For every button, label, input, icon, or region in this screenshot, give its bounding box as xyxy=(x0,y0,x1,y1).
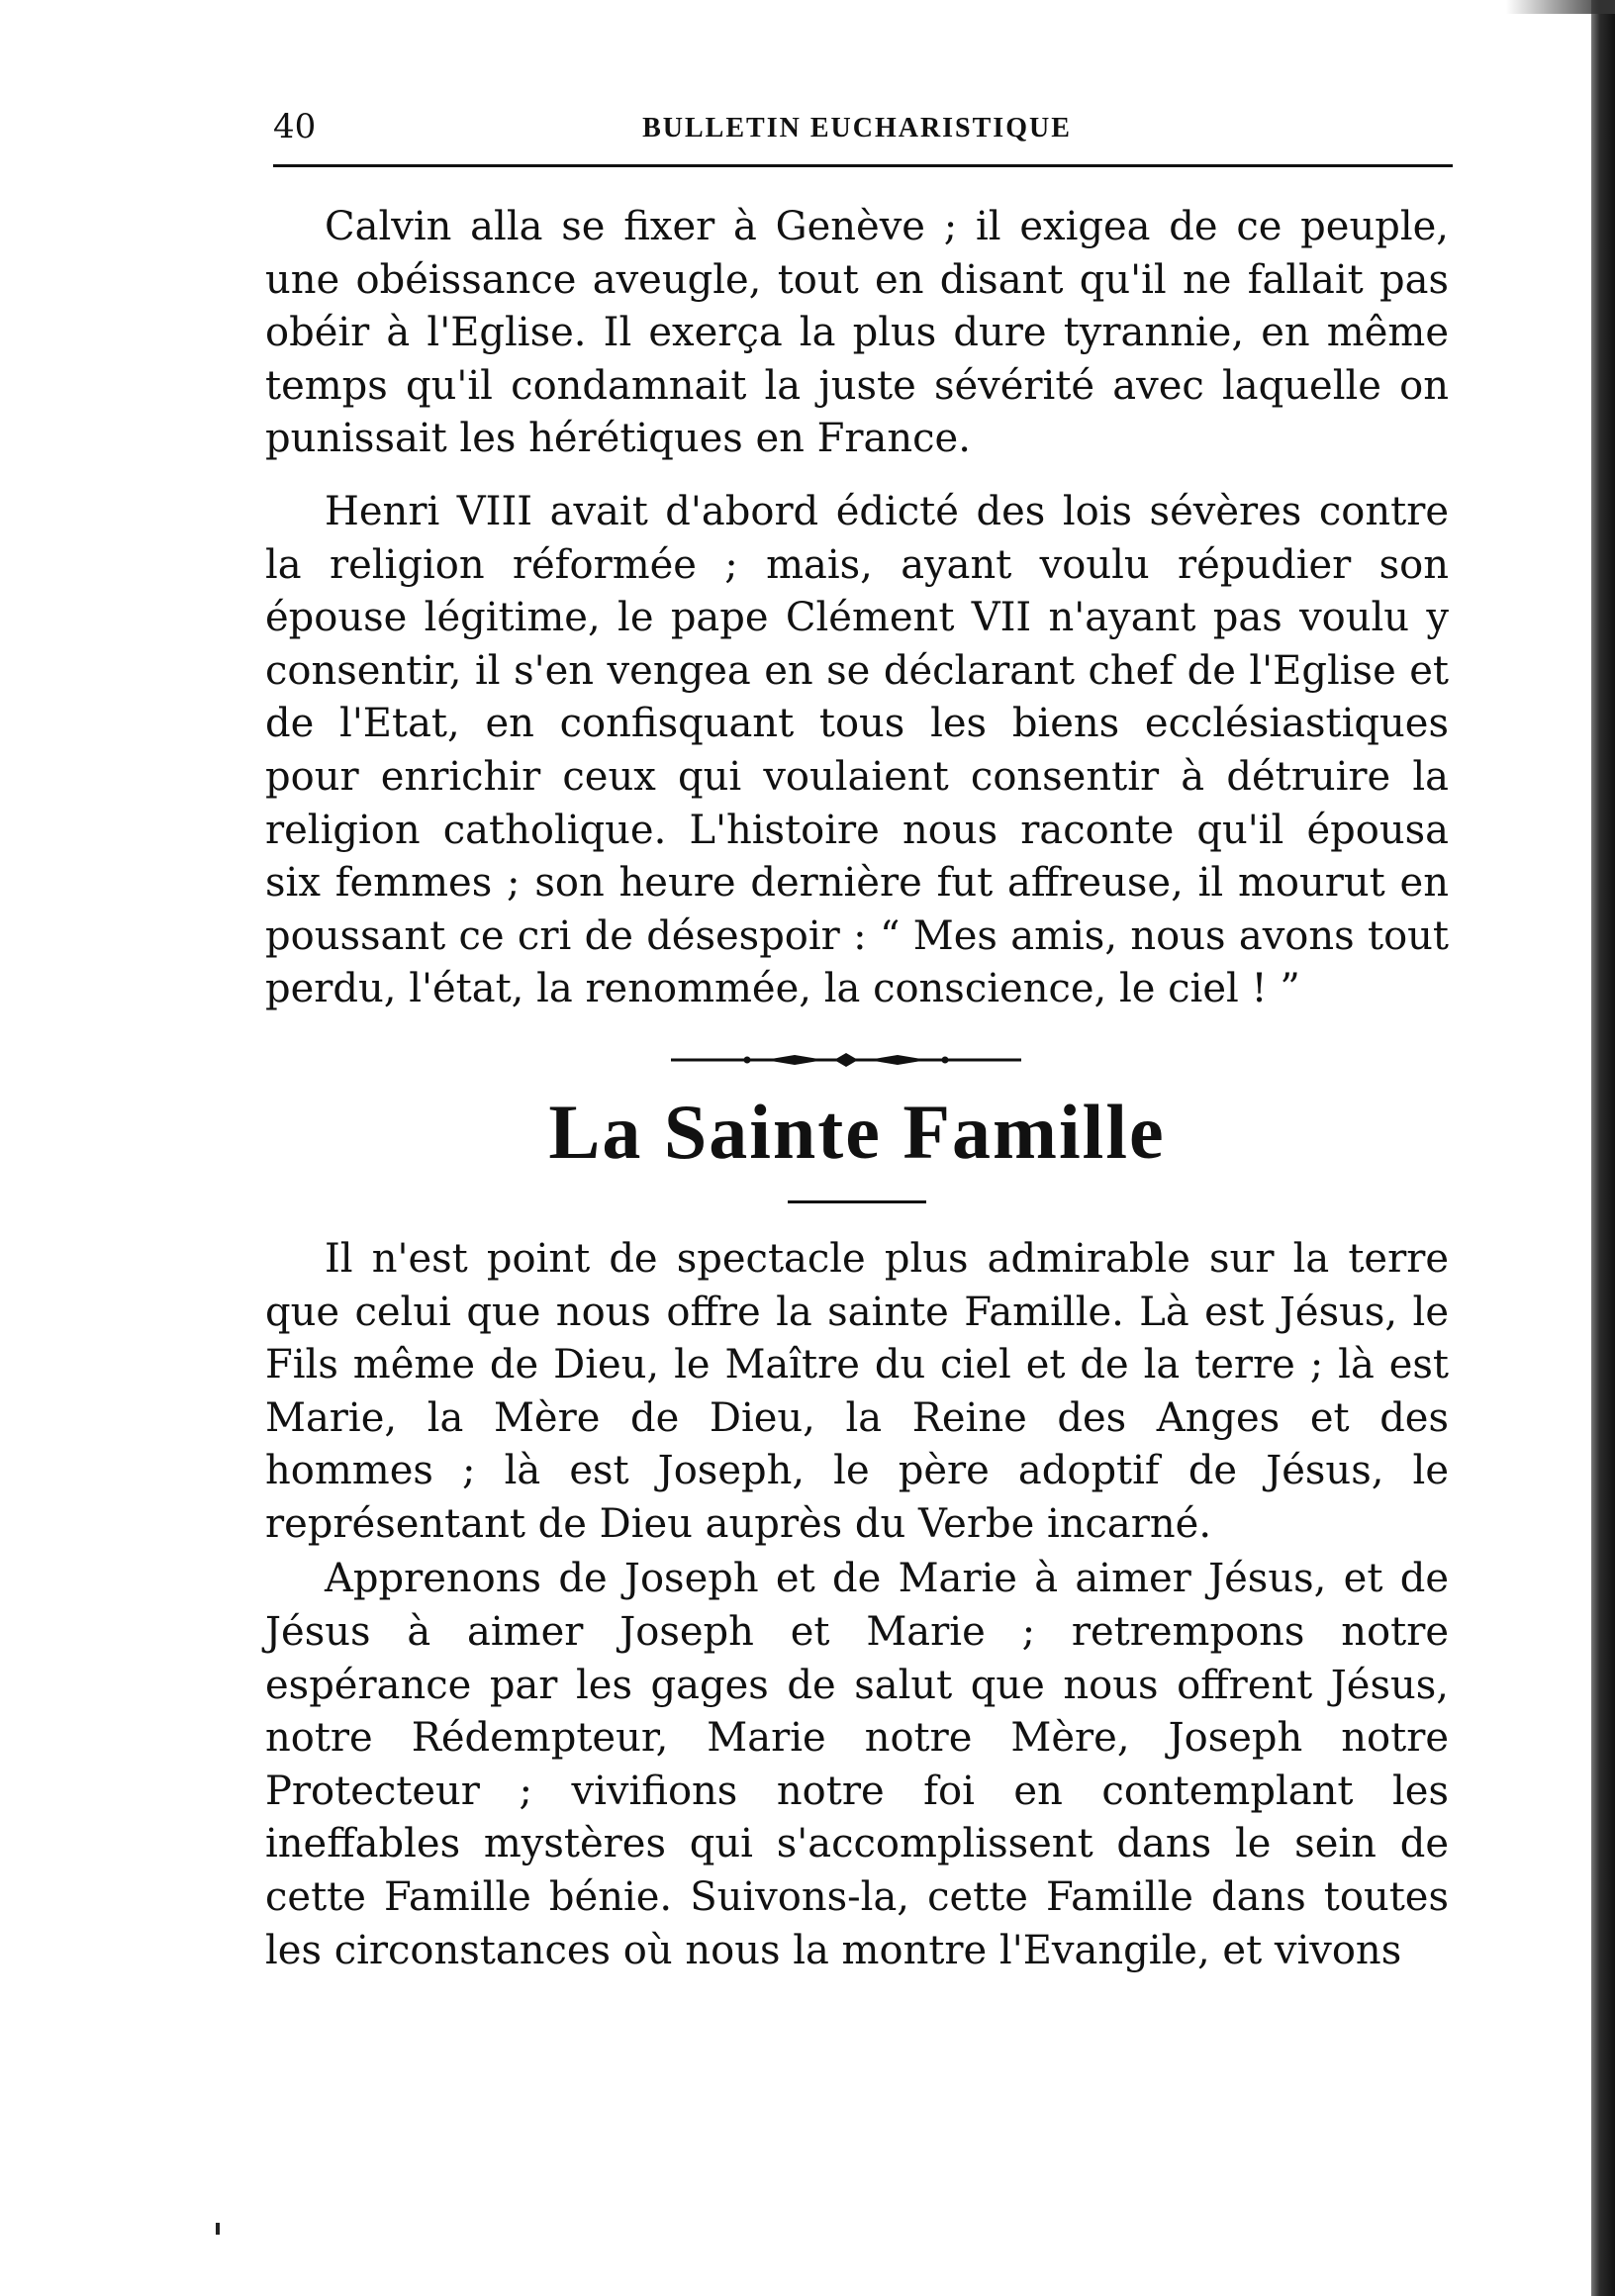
book-page xyxy=(265,107,1449,1977)
ornamental-divider xyxy=(265,1046,1449,1074)
scan-border-top xyxy=(1506,0,1615,14)
paragraph-sainte-famille: Il n'est point de spectacle plus admirable sur la terre que celui que nous offre la sainte Famille. Là est Jésus, le Fils même de Dieu, le Maître du ciel et de la terre ; là est Marie, la Mère de Dieu, la Reine des Anges et des hommes ; là est Joseph, le père adoptif de Jésus, le représentant de Dieu auprès du Verbe incarné. xyxy=(265,1235,1449,1547)
scan-border xyxy=(1591,0,1615,2296)
scan-speck xyxy=(216,2223,220,2235)
section-title: La Sainte Famille xyxy=(548,1088,1166,1175)
running-title: BULLETIN EUCHARISTIQUE xyxy=(642,113,1072,144)
paragraph-calvin: Calvin alla se fixer à Genève ; il exigea de ce peuple, une obéissance aveugle, tout en disant qu'il ne fallait pas obéir à l'Eglise. Il exerça la plus dure tyrannie, en même temps qu'il condamnait la juste sévérité avec laquelle on punissait les hérétiques en France. xyxy=(265,204,1449,462)
paragraph-apprenons: Apprenons de Joseph et de Marie à aimer Jésus, et de Jésus à aimer Joseph et Marie ; retrempons notre espérance par les gages de salut que nous offrent Jésus, notre Rédempteur, Marie notre Mère, Joseph notre Protecteur ; vivifions notre foi en contemplant les ineffables mystères qui s'accomplissent dans le sein de cette Famille bénie. Suivons-la, cette Famille dans toutes les circonstances où nous la montre l'Evangile, et vivons xyxy=(265,1556,1449,1973)
title-rule xyxy=(788,1200,926,1203)
page-number: 40 xyxy=(273,107,317,146)
body-text-top xyxy=(265,201,1449,1016)
body-text-bottom xyxy=(265,1233,1449,1977)
paragraph-henri-viii: Henri VIII avait d'abord édicté des lois sévères contre la religion réformée ; mais, ayant voulu répudier son épouse légitime, le pape Clément VII n'ayant pas voulu y consentir, il s'en vengea en se déclarant chef de l'Eglise et de l'Etat, en confisquant tous les biens ecclésiastiques pour enrichir ceux qui voulaient consentir à détruire la religion catholique. L'histoire nous raconte qu'il épousa six femmes ; son heure dernière fut affreuse, il mourut en poussant ce cri de désespoir : “ Mes amis, nous avons tout perdu, l'état, la renommée, la conscience, le ciel ! ” xyxy=(265,488,1449,1012)
running-header xyxy=(265,107,1449,164)
header-rule xyxy=(273,164,1453,167)
